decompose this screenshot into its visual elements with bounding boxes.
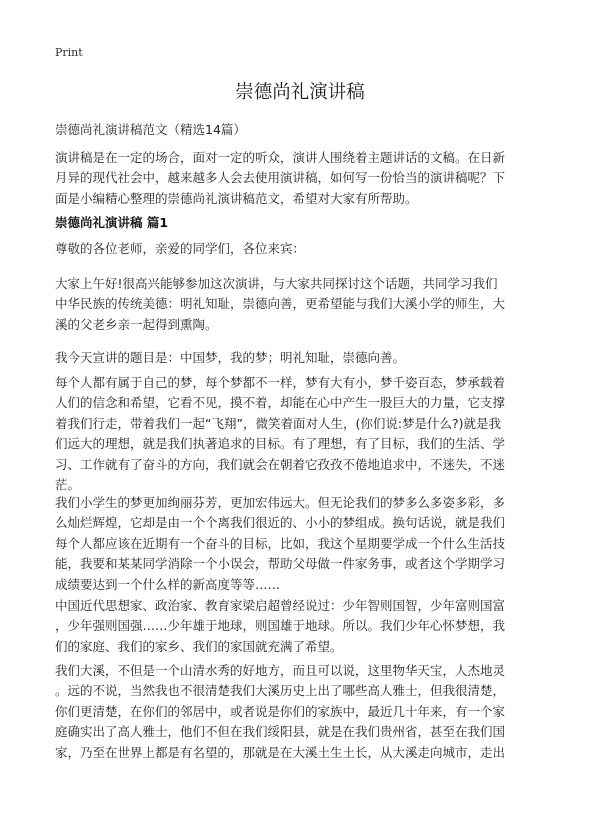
page-title: 崇德尚礼演讲稿 <box>235 82 365 103</box>
body-paragraph: 我今天宣讲的题目是：中国梦，我的梦；明礼知耻，崇德向善。 <box>55 350 406 365</box>
body-paragraph: 我们大溪，不但是一个山清水秀的好地方，而且可以说，这里物华天宝，人杰地灵 。远的不说，当然我也不很清楚我们大溪历史上出了哪些高人雅士，但我很清楚， 你们更清楚，在你们的邻居中，或者说是你们的家族中，最近几十年来，有一个家 庭确实出了高人雅士，他们不但在我们绥阳县，就是在我们贵州省，甚至在我们国 家，乃至在世界上都是有名望的，那就是在大溪土生土长，从大溪走向城市，走出 <box>55 663 506 760</box>
body-paragraph: 尊敬的各位老师，亲爱的同学们，各位来宾： <box>55 241 306 256</box>
section-heading: 崇德尚礼演讲稿 篇1 <box>55 215 169 230</box>
body-paragraph: 中国近代思想家、政治家、教育家梁启超曾经说过：少年智则国智，少年富则国富 ，少年强则国强……少年雄于地球，则国雄于地球。所以。我们少年心怀梦想，我 们的家庭、我们的家乡、我们的家国就充满了希望。 <box>55 598 506 654</box>
print-link[interactable]: Print <box>55 46 83 59</box>
body-paragraph: 我们小学生的梦更加绚丽芬芳，更加宏伟远大。但无论我们的梦多么多姿多彩，多 么灿烂辉煌，它却是由一个个离我们很近的、小小的梦组成。换句话说，就是我们 每个人都应该在近期有一个奋斗的目标，比如，我这个星期要学成一个什么生活技 能，我要和某某同学消除一个小误会，帮助父母做一件家务事，或者这个学期学习 成绩要达到一个什么样的新高度等等…… <box>55 495 506 592</box>
body-paragraph: 每个人都有属于自己的梦，每个梦都不一样，梦有大有小，梦千姿百态，梦承载着 人们的信念和希望，它看不见，摸不着，却能在心中产生一股巨大的力量，它支撑 着我们行走，带着我们一起“飞翔”，微笑着面对人生，(你们说:梦是什么?)就是我 们远大的理想，就是我们执著追求的目标。有了理想，有了目标，我们的生活、学 习、工作就有了奋斗的方向，我们就会在朝着它孜孜不倦地追求中，不迷失，不迷 茫。 <box>55 375 506 493</box>
body-paragraph: 大家上午好!很高兴能够参加这次演讲，与大家共同探讨这个话题，共同学习我们 中华民族的传统美德：明礼知耻，崇德向善，更希望能与我们大溪小学的师生，大 溪的父老乡亲一起得到熏陶。 <box>55 276 506 332</box>
intro-paragraph: 演讲稿是在一定的场合，面对一定的听众，演讲人围绕着主题讲话的文稿。在日新 月异的现代社会中，越来越多人会去使用演讲稿，如何写一份恰当的演讲稿呢？下 面是小编精心整理的崇德尚礼演讲稿范文，希望对大家有所帮助。 <box>55 150 506 206</box>
subtitle: 崇德尚礼演讲稿范文（精选14篇） <box>55 122 246 137</box>
